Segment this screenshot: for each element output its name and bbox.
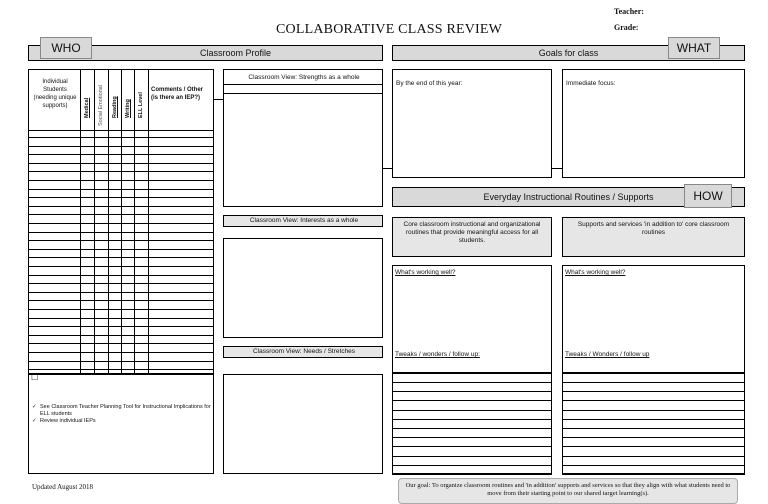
working-left-label: What's working well? (395, 269, 456, 276)
ruled-line (28, 300, 214, 301)
table-col-line (134, 69, 135, 374)
ruled-line (392, 465, 552, 466)
ruled-line (28, 223, 214, 224)
ruled-line (28, 343, 214, 344)
ruled-line (562, 391, 745, 392)
who-tag: WHO (40, 37, 92, 59)
ruled-line (562, 419, 745, 420)
ruled-line (28, 171, 214, 172)
routines-bar: Everyday Instructional Routines / Supports (392, 187, 745, 207)
ruled-line (28, 130, 214, 131)
teacher-label: Teacher: (614, 7, 644, 16)
immediate-focus-label: Immediate focus: (566, 80, 616, 87)
ruled-line (562, 437, 745, 438)
ruled-line (28, 180, 214, 181)
ruled-line (28, 232, 214, 233)
ruled-line (392, 437, 552, 438)
ruled-line (562, 465, 745, 466)
ruled-line (28, 326, 214, 327)
ruled-line (392, 474, 552, 475)
connector-line (214, 99, 223, 100)
ruled-line (28, 206, 214, 207)
col-reading: Reading (112, 96, 118, 118)
ruled-line (392, 456, 552, 457)
strengths-underline (223, 93, 383, 94)
ruled-line (562, 400, 745, 401)
table-col-line (94, 69, 95, 374)
ruled-line (562, 474, 745, 475)
tweaks-right-label: Tweaks / Wonders / follow up (565, 351, 650, 358)
connector-line (383, 168, 392, 169)
table-col-line (121, 69, 122, 374)
ruled-line (28, 197, 214, 198)
ruled-line (28, 154, 214, 155)
ruled-line (28, 257, 214, 258)
ruled-line (28, 137, 214, 138)
ruled-line (392, 419, 552, 420)
ruled-line (28, 352, 214, 353)
needs-label: Classroom View: Needs / Stretches (252, 348, 356, 355)
goal-text: Our goal: To organize classroom routines and 'in addition' supports and services so that they align with what students need to move from their starting point to our shared target learning(s). (405, 482, 731, 497)
table-col-line (108, 69, 109, 374)
interests-box[interactable] (223, 238, 383, 338)
comments-header: Comments / Other (is there an IEP?) (151, 87, 204, 101)
ruled-line (562, 428, 745, 429)
ruled-line (28, 240, 214, 241)
ruled-line (392, 428, 552, 429)
ruled-line (28, 361, 214, 362)
table-col-line (148, 69, 149, 374)
goals-bar: Goals for class (392, 45, 745, 61)
ruled-line (28, 266, 214, 267)
ruled-line (562, 446, 745, 447)
ruled-line (28, 146, 214, 147)
ruled-line (392, 410, 552, 411)
col-ell-level: ELL Level (138, 92, 144, 118)
ruled-line (392, 400, 552, 401)
end-of-year-label: By the end of this year: (396, 80, 463, 87)
lines-left-box[interactable] (392, 373, 552, 474)
interests-label: Classroom View: Interests as a whole (249, 217, 359, 224)
tweaks-left-label: Tweaks / wonders / follow up: (395, 351, 480, 358)
note-bullet: ✓ See Classroom Teacher Planning Tool for Instructional Implications for ELL students ✓ Review individual IEPs (32, 404, 211, 424)
table-col-line (80, 69, 81, 374)
ruled-line (28, 275, 214, 276)
ruled-line (392, 382, 552, 383)
needs-box[interactable] (223, 374, 383, 474)
ruled-line (28, 163, 214, 164)
ruled-line (562, 382, 745, 383)
ruled-line (28, 189, 214, 190)
how-tag: HOW (684, 184, 732, 208)
working-right-label: What's working well? (565, 269, 626, 276)
col-social-emotional: Social Emotional (98, 85, 104, 126)
ruled-line (28, 249, 214, 250)
goal-callout (398, 478, 738, 504)
grade-label: Grade: (614, 23, 639, 32)
what-tag: WHAT (668, 37, 720, 59)
ruled-line (28, 369, 214, 370)
ruled-line (28, 309, 214, 310)
connector-line (552, 168, 562, 169)
ruled-line (28, 283, 214, 284)
page-title: COLLABORATIVE CLASS REVIEW (276, 22, 503, 37)
classroom-profile-bar: Classroom Profile (28, 45, 383, 61)
strengths-underline (223, 84, 383, 85)
core-routines-label: Core classroom instructional and organizational routines that provide meaningful access for all students. (403, 221, 541, 244)
ruled-line (562, 456, 745, 457)
updated-label: Updated August 2018 (32, 483, 94, 491)
ruled-line (28, 318, 214, 319)
ruled-line (392, 446, 552, 447)
ruled-line (562, 410, 745, 411)
checkbox-marker[interactable]: ☐ (31, 373, 39, 382)
students-header: Individual Students (needing unique supports) (33, 79, 77, 109)
ruled-line (28, 292, 214, 293)
ruled-line (28, 335, 214, 336)
lines-right-box[interactable] (562, 373, 745, 474)
col-medical: Medical (84, 97, 90, 118)
strengths-label: Classroom View: Strengths as a whole (248, 74, 360, 81)
supports-label: Supports and services 'in addition to' core classroom routines (577, 221, 730, 236)
ruled-line (28, 214, 214, 215)
col-writing: Writing (125, 99, 131, 118)
strengths-box[interactable] (223, 69, 383, 207)
ruled-line (392, 391, 552, 392)
